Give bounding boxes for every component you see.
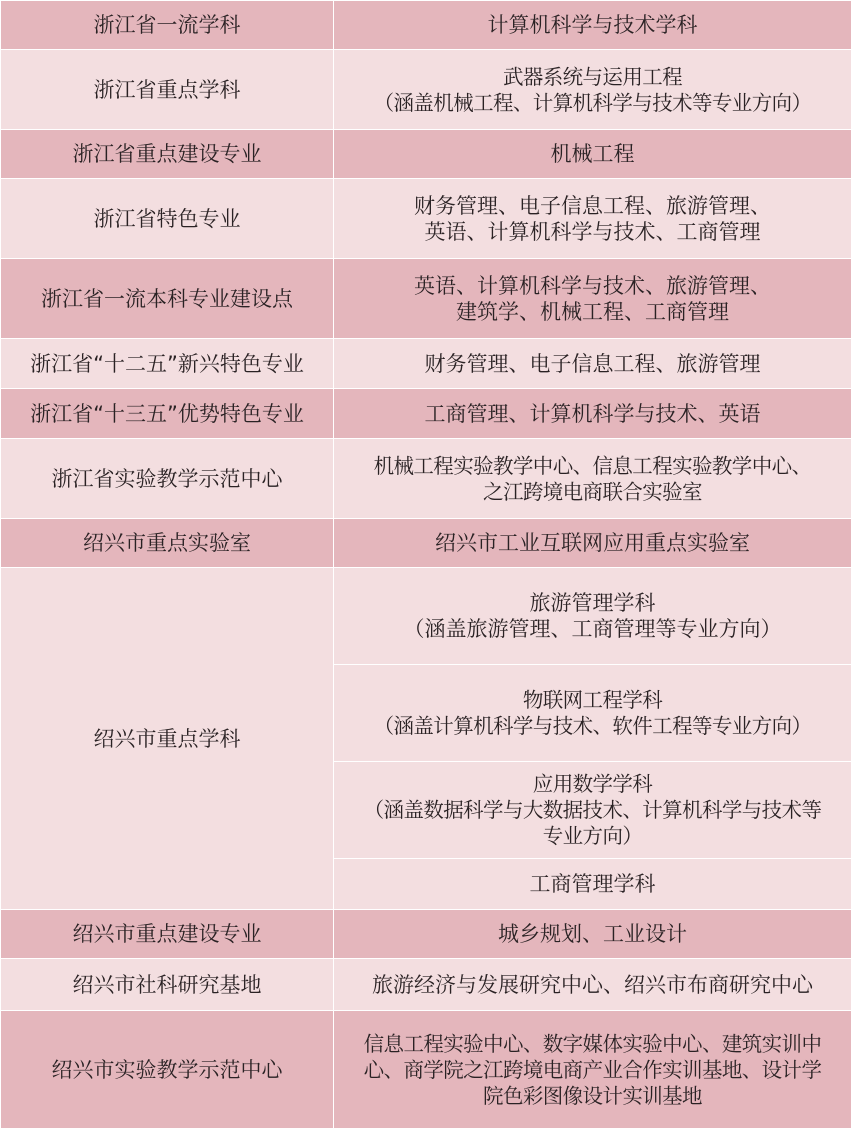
category-cell: 浙江省“十二五”新兴特色专业 — [1, 339, 334, 389]
content-cell — [334, 439, 851, 519]
content-cell — [334, 665, 851, 762]
content-line: 城乡规划、工业设计 — [336, 921, 849, 947]
content-line: 武器系统与运用工程 — [336, 64, 849, 90]
category-cell: 浙江省重点学科 — [1, 50, 334, 130]
content-cell — [334, 339, 851, 389]
content-line: 心、商学院之江跨境电商产业合作实训基地、设计学 — [336, 1057, 849, 1083]
table-row — [1, 179, 851, 259]
table-row — [1, 1, 851, 50]
content-line: 财务管理、电子信息工程、旅游管理、 — [336, 193, 849, 219]
content-cell — [334, 568, 851, 665]
category-cell: 浙江省重点建设专业 — [1, 130, 334, 179]
category-cell: 绍兴市实验教学示范中心 — [1, 1011, 334, 1129]
category-cell: 浙江省一流学科 — [1, 1, 334, 50]
table-row — [1, 959, 851, 1011]
content-line: 机械工程实验教学中心、信息工程实验教学中心、 — [336, 453, 849, 479]
content-cell — [334, 259, 851, 339]
content-line: 绍兴市工业互联网应用重点实验室 — [336, 530, 849, 556]
category-cell: 浙江省特色专业 — [1, 179, 334, 259]
category-cell: 绍兴市重点学科 — [1, 568, 334, 910]
content-line: 财务管理、电子信息工程、旅游管理 — [336, 351, 849, 377]
content-line: （涵盖计算机科学与技术、软件工程等专业方向） — [336, 713, 849, 739]
category-cell: 绍兴市重点建设专业 — [1, 910, 334, 959]
table-row — [1, 50, 851, 130]
table-row — [1, 568, 851, 665]
category-cell: 绍兴市社科研究基地 — [1, 959, 334, 1011]
content-cell — [334, 959, 851, 1011]
content-line: 英语、计算机科学与技术、旅游管理、 — [336, 273, 849, 299]
content-line: 院色彩图像设计实训基地 — [336, 1083, 849, 1109]
content-line: 之江跨境电商联合实验室 — [336, 479, 849, 505]
content-cell — [334, 130, 851, 179]
table-row — [1, 130, 851, 179]
content-line: （涵盖数据科学与大数据技术、计算机科学与技术等 — [336, 797, 849, 823]
content-line: （涵盖机械工程、计算机科学与技术等专业方向） — [336, 90, 849, 116]
content-line: 英语、计算机科学与技术、工商管理 — [336, 219, 849, 245]
content-line: 机械工程 — [336, 141, 849, 167]
table-row — [1, 259, 851, 339]
content-cell — [334, 519, 851, 568]
content-line: 计算机科学与技术学科 — [336, 12, 849, 38]
table-row — [1, 1011, 851, 1129]
table-row — [1, 910, 851, 959]
content-line: 信息工程实验中心、数字媒体实验中心、建筑实训中 — [336, 1031, 849, 1057]
category-cell: 浙江省“十三五”优势特色专业 — [1, 389, 334, 439]
content-cell — [334, 859, 851, 910]
category-cell: 浙江省一流本科专业建设点 — [1, 259, 334, 339]
content-cell — [334, 50, 851, 130]
content-line: 旅游经济与发展研究中心、绍兴市布商研究中心 — [336, 972, 849, 998]
content-line: 应用数学学科 — [336, 771, 849, 797]
content-line: 工商管理、计算机科学与技术、英语 — [336, 401, 849, 427]
content-cell — [334, 762, 851, 859]
content-cell — [334, 389, 851, 439]
content-cell — [334, 1011, 851, 1129]
category-cell: 浙江省实验教学示范中心 — [1, 439, 334, 519]
content-line: 物联网工程学科 — [336, 687, 849, 713]
content-line: 工商管理学科 — [336, 871, 849, 897]
content-line: 旅游管理学科 — [336, 590, 849, 616]
content-line: （涵盖旅游管理、工商管理等专业方向） — [336, 616, 849, 642]
category-cell: 绍兴市重点实验室 — [1, 519, 334, 568]
table-row — [1, 439, 851, 519]
content-cell — [334, 910, 851, 959]
table-row — [1, 519, 851, 568]
table-row — [1, 339, 851, 389]
content-cell — [334, 1, 851, 50]
content-line: 建筑学、机械工程、工商管理 — [336, 299, 849, 325]
content-cell — [334, 179, 851, 259]
content-line: 专业方向） — [336, 823, 849, 849]
table-row — [1, 389, 851, 439]
